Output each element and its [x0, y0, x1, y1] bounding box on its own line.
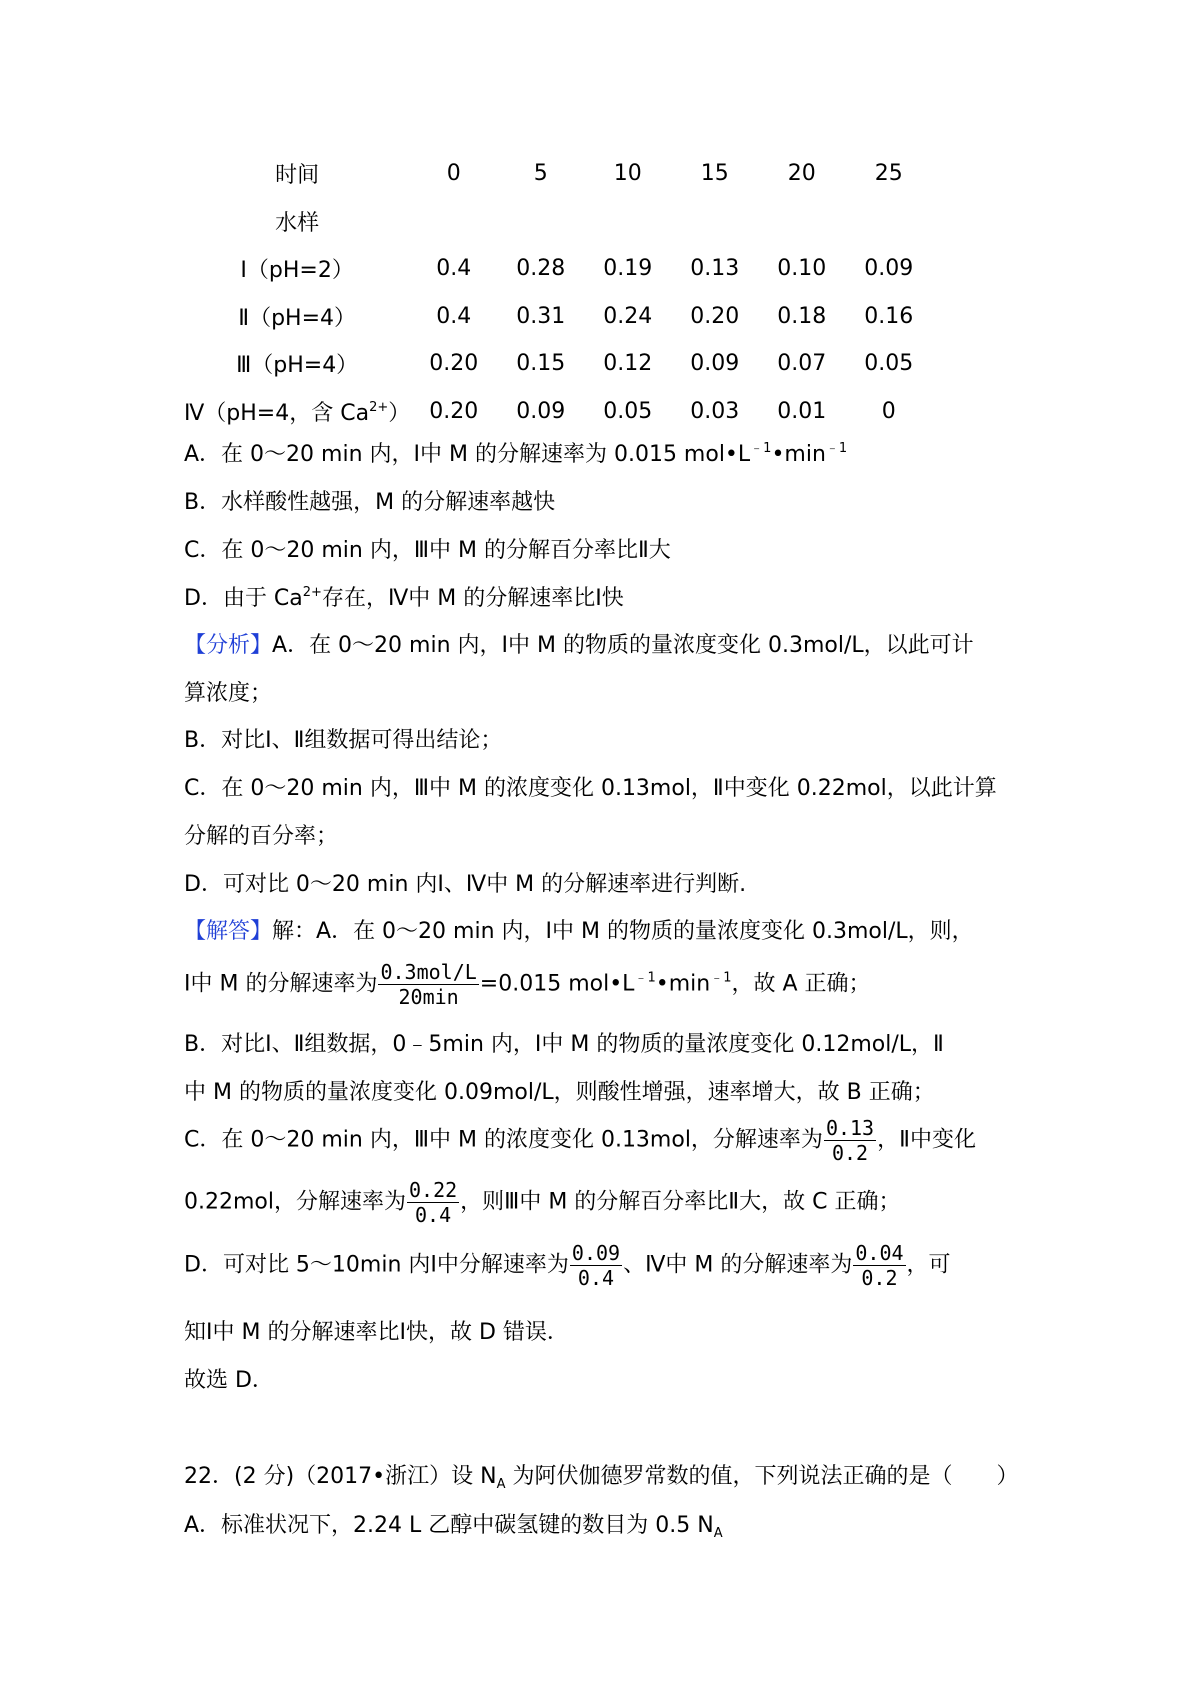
time-cell: 10: [613, 161, 642, 187]
table-cell: 0.09: [516, 398, 566, 424]
option-b: B．水样酸性越强，M 的分解速率越快: [184, 490, 556, 515]
fraction: $\frac{\text{0.3mol/L}}{20\min}$: [380, 960, 477, 1009]
analysis-tag: 【分析】: [184, 633, 273, 658]
fraction: $\frac{0.04}{0.2}$: [855, 1241, 904, 1290]
table-cell: 0.28: [516, 256, 566, 282]
fraction: $\frac{0.13}{0.2}$: [825, 1116, 875, 1165]
table-cell: 0.4: [436, 256, 472, 282]
time-cell: 15: [700, 161, 729, 187]
table-row: [184, 340, 932, 388]
time-cell: 20: [787, 161, 816, 187]
table-cell: 0.20: [429, 398, 479, 424]
concentration-table: [184, 150, 932, 435]
table-cell: 0.16: [864, 303, 914, 329]
table-row: [184, 388, 932, 436]
time-cell: 0: [446, 161, 461, 187]
fraction: $\frac{0.22}{0.4}$: [409, 1178, 458, 1227]
option-c: C．在 0～20 min 内，Ⅲ中 M 的分解百分率比Ⅱ大: [184, 538, 671, 563]
table-cell: 0.05: [603, 398, 653, 424]
table-cell: 0.01: [777, 398, 827, 424]
question-22-stem: 22．(2 分)（2017•浙江）设 $N_A$ 为阿伏伽德罗常数的值，下列说法正确的是（ ）: [184, 1464, 1019, 1492]
analysis-line-b: B．对比Ⅰ、Ⅱ组数据可得出结论；: [184, 728, 503, 753]
table-cell: 0.19: [603, 256, 653, 282]
table-cell: 0.24: [603, 303, 653, 329]
solution-line-5: C．在 0～20 min 内，Ⅲ中 M 的浓度变化 0.13mol，分解速率为 $\frac{0.13}{0.2}$ ，Ⅱ中变化: [184, 1116, 976, 1165]
analysis-line-c1: C．在 0～20 min 内，Ⅲ中 M 的浓度变化 0.13mol，Ⅱ中变化 0.22mol，以此计算: [184, 776, 997, 801]
solution-line-8: 知Ⅰ中 M 的分解速率比Ⅰ快，故 D 错误．: [184, 1320, 569, 1345]
table-cell: 0.05: [864, 351, 914, 377]
time-cell: 5: [533, 161, 548, 187]
table-cell: 0.09: [864, 256, 914, 282]
header-sample: 水样: [275, 210, 320, 236]
table-subheader-row: [184, 198, 932, 246]
analysis-line-a1: 【分析】A．在 0～20 min 内，Ⅰ中 M 的物质的量浓度变化 0.3mol/L，以此可计: [184, 633, 974, 658]
table-cell: 0.20: [429, 351, 479, 377]
analysis-line-c2: 分解的百分率；: [184, 824, 339, 849]
header-time: 时间: [275, 163, 320, 189]
table-cell: 0.12: [603, 351, 653, 377]
row-label: Ⅳ（pH=4，含 $Ca^{2+}$）: [184, 399, 411, 426]
table-header-row: [184, 150, 932, 198]
table-cell: 0.07: [777, 351, 827, 377]
table-cell: 0.03: [690, 398, 740, 424]
analysis-line-d: D．可对比 0～20 min 内Ⅰ、Ⅳ中 M 的分解速率进行判断.: [184, 872, 747, 897]
solution-line-9: 故选 D．: [184, 1368, 274, 1393]
analysis-line-a2: 算浓度；: [184, 681, 273, 706]
table-cell: 0.4: [436, 303, 472, 329]
table-cell: 0.18: [777, 303, 827, 329]
option-d: D．由于 $Ca^{2+}$存在，Ⅳ中 M 的分解速率比Ⅰ快: [184, 585, 624, 611]
table-cell: 0.20: [690, 303, 740, 329]
table-row: [184, 245, 932, 293]
solution-tag: 【解答】: [184, 919, 273, 944]
table-row: [184, 293, 932, 341]
time-cell: 25: [874, 161, 903, 187]
table-cell: 0: [881, 398, 896, 424]
table-cell: 0.10: [777, 256, 827, 282]
solution-line-4: 中 M 的物质的量浓度变化 0.09mol/L，则酸性增强，速率增大，故 B 正确；: [184, 1080, 935, 1105]
solution-line-3: B．对比Ⅰ、Ⅱ组数据，0﹣5min 内，Ⅰ中 M 的物质的量浓度变化 0.12mol/L，Ⅱ: [184, 1032, 944, 1057]
fraction: $\frac{0.09}{0.4}$: [571, 1241, 621, 1290]
table-cell: 0.13: [690, 256, 740, 282]
solution-line-2: Ⅰ中 M 的分解速率为 $\frac{\text{0.3mol/L}}{20\min}$ =0.015 $mol•L^{﹣1}•\min^{﹣1}$，故 A 正确；: [184, 960, 871, 1009]
solution-line-6: 0.22mol，分解速率为 $\frac{0.22}{0.4}$ ，则Ⅲ中 M 的分解百分率比Ⅱ大，故 C 正确；: [184, 1178, 901, 1227]
solution-line-7: D．可对比 5～10min 内Ⅰ中分解速率为 $\frac{0.09}{0.4}$ 、Ⅳ中 M 的分解速率为 $\frac{0.04}{0.2}$ ，可: [184, 1241, 951, 1290]
row-label: Ⅱ（pH=4）: [238, 305, 357, 331]
question-22-option-a: A．标准状况下，2.24 L 乙醇中碳氢键的数目为 0.5 $N_A$: [184, 1513, 723, 1541]
row-label: Ⅰ（pH=2）: [240, 258, 354, 284]
solution-line-1: 【解答】解：A．在 0～20 min 内，Ⅰ中 M 的物质的量浓度变化 0.3mol/L，则，: [184, 919, 974, 944]
table-cell: 0.09: [690, 351, 740, 377]
table-cell: 0.31: [516, 303, 566, 329]
row-label: Ⅲ（pH=4）: [236, 353, 359, 379]
table-cell: 0.15: [516, 351, 566, 377]
option-a: A．在 0～20 min 内，Ⅰ中 M 的分解速率为 0.015 $mol•L^{﹣1}•\min^{﹣1}$: [184, 441, 848, 467]
